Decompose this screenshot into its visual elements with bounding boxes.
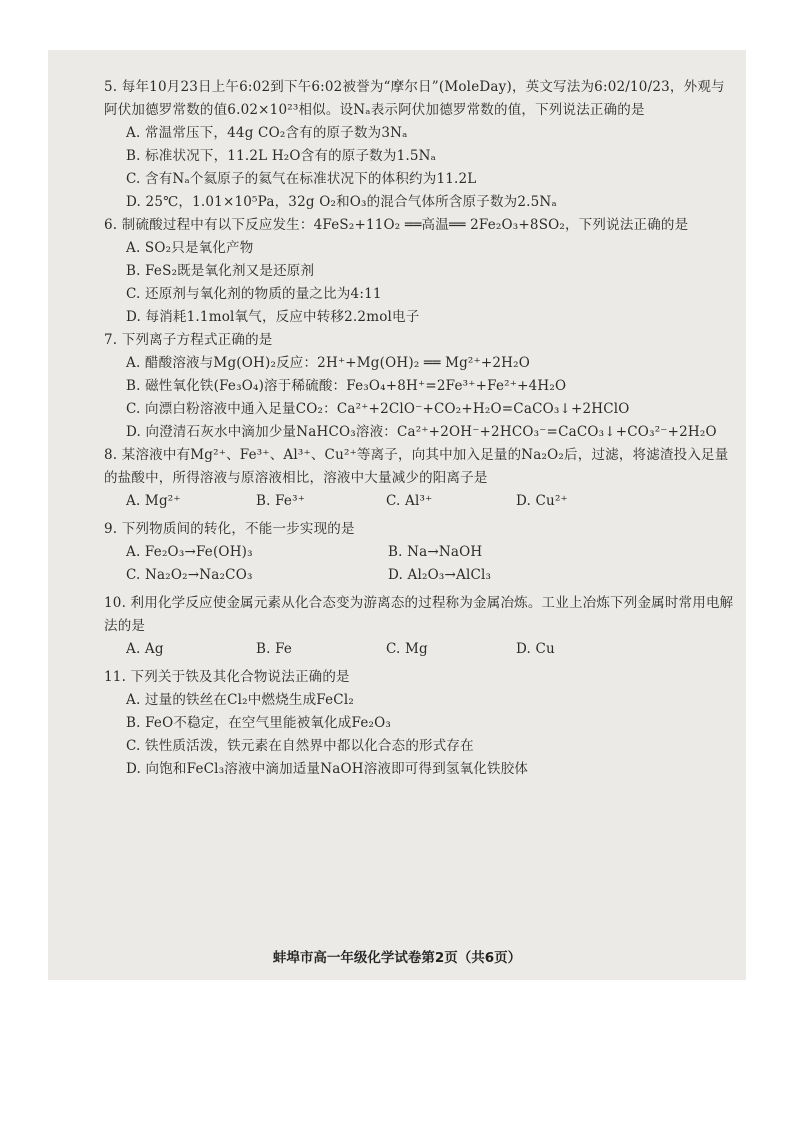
question-7-option-b: B. 磁性氧化铁(Fe₃O₄)溶于稀硫酸：Fe₃O₄+8H⁺=2Fe³⁺+Fe²⁺+4H₂O <box>126 378 567 394</box>
question-11-stem: 11. 下列关于铁及其化合物说法正确的是 <box>104 669 350 685</box>
question-10-options <box>126 638 734 661</box>
question-11-option-a: A. 过量的铁丝在Cl₂中燃烧生成FeCl₂ <box>126 692 354 708</box>
question-6-option-a: A. SO₂只是氧化产物 <box>126 240 254 256</box>
question-7-option-a: A. 醋酸溶液与Mg(OH)₂反应：2H⁺+Mg(OH)₂ ══ Mg²⁺+2H₂O <box>126 355 531 371</box>
question-10-option-b: B. Fe <box>256 641 293 657</box>
question-5-stem: 5. 每年10月23日上午6:02到下午6:02被誉为“摩尔日”(MoleDay)，英文写法为6:02/10/23，外观与阿伏加德罗常数的值6.02×10²³相似。设Nₐ表示阿伏加德罗常数的值，下列说法正确的是 <box>104 79 725 118</box>
question-6-option-c: C. 还原剂与氧化剂的物质的量之比为4:11 <box>126 286 382 302</box>
question-6 <box>104 214 734 329</box>
question-10-option-a: A. Ag <box>126 641 164 657</box>
question-9-options-row-1 <box>126 541 734 564</box>
question-8-options <box>126 490 734 513</box>
question-7 <box>104 329 734 444</box>
question-8-option-d: D. Cu²⁺ <box>516 493 568 509</box>
question-6-option-d: D. 每消耗1.1mol氧气，反应中转移2.2mol电子 <box>126 309 420 325</box>
question-11-option-b: B. FeO不稳定，在空气里能被氧化成Fe₂O₃ <box>126 715 391 731</box>
question-list <box>104 76 734 781</box>
question-7-option-c: C. 向漂白粉溶液中通入足量CO₂：Ca²⁺+2ClO⁻+CO₂+H₂O=CaCO₃↓+2HClO <box>126 401 630 417</box>
question-9-option-a: A. Fe₂O₃→Fe(OH)₃ <box>126 544 253 560</box>
question-5 <box>104 76 734 214</box>
question-11 <box>104 666 734 781</box>
question-8-stem: 8. 某溶液中有Mg²⁺、Fe³⁺、Al³⁺、Cu²⁺等离子，向其中加入足量的Na₂O₂后，过滤，将滤渣投入足量的盐酸中，所得溶液与原溶液相比，溶液中大量减少的阳离子是 <box>104 447 729 486</box>
question-9-options-row-2 <box>126 564 734 587</box>
question-10-stem: 10. 利用化学反应使金属元素从化合态变为游离态的过程称为金属冶炼。工业上冶炼下列金属时常用电解法的是 <box>104 595 734 634</box>
question-5-option-b: B. 标准状况下，11.2L H₂O含有的原子数为1.5Nₐ <box>126 148 437 164</box>
question-7-stem: 7. 下列离子方程式正确的是 <box>104 332 273 348</box>
question-11-option-c: C. 铁性质活泼，铁元素在自然界中都以化合态的形式存在 <box>126 738 474 754</box>
question-9-option-c: C. Na₂O₂→Na₂CO₃ <box>126 567 253 583</box>
question-8 <box>104 444 734 513</box>
question-10-option-c: C. Mg <box>386 641 428 657</box>
question-6-option-b: B. FeS₂既是氧化剂又是还原剂 <box>126 263 315 279</box>
question-10 <box>104 592 734 661</box>
question-8-option-b: B. Fe³⁺ <box>256 493 306 509</box>
question-6-stem: 6. 制硫酸过程中有以下反应发生：4FeS₂+11O₂ ══高温══ 2Fe₂O₃+8SO₂，下列说法正确的是 <box>104 217 689 233</box>
question-9-option-b: B. Na→NaOH <box>388 544 483 560</box>
question-5-option-a: A. 常温常压下，44g CO₂含有的原子数为3Nₐ <box>126 125 408 141</box>
question-10-option-d: D. Cu <box>516 641 555 657</box>
question-9-stem: 9. 下列物质间的转化，不能一步实现的是 <box>104 521 355 537</box>
question-5-option-d: D. 25℃，1.01×10⁵Pa，32g O₂和O₃的混合气体所含原子数为2.5Nₐ <box>126 194 557 210</box>
question-7-option-d: D. 向澄清石灰水中滴加少量NaHCO₃溶液：Ca²⁺+2OH⁻+2HCO₃⁻=CaCO₃↓+CO₃²⁻+2H₂O <box>126 424 717 440</box>
scanned-page <box>48 50 746 980</box>
question-8-option-c: C. Al³⁺ <box>386 493 433 509</box>
question-5-option-c: C. 含有Nₐ个氦原子的氦气在标准状况下的体积约为11.2L <box>126 171 477 187</box>
question-11-option-d: D. 向饱和FeCl₃溶液中滴加适量NaOH溶液即可得到氢氧化铁胶体 <box>126 761 529 777</box>
question-9 <box>104 518 734 587</box>
question-8-option-a: A. Mg²⁺ <box>126 493 181 509</box>
page-footer: 蚌埠市高一年级化学试卷第2页（共6页） <box>272 950 522 966</box>
question-9-option-d: D. Al₂O₃→AlCl₃ <box>388 567 492 583</box>
